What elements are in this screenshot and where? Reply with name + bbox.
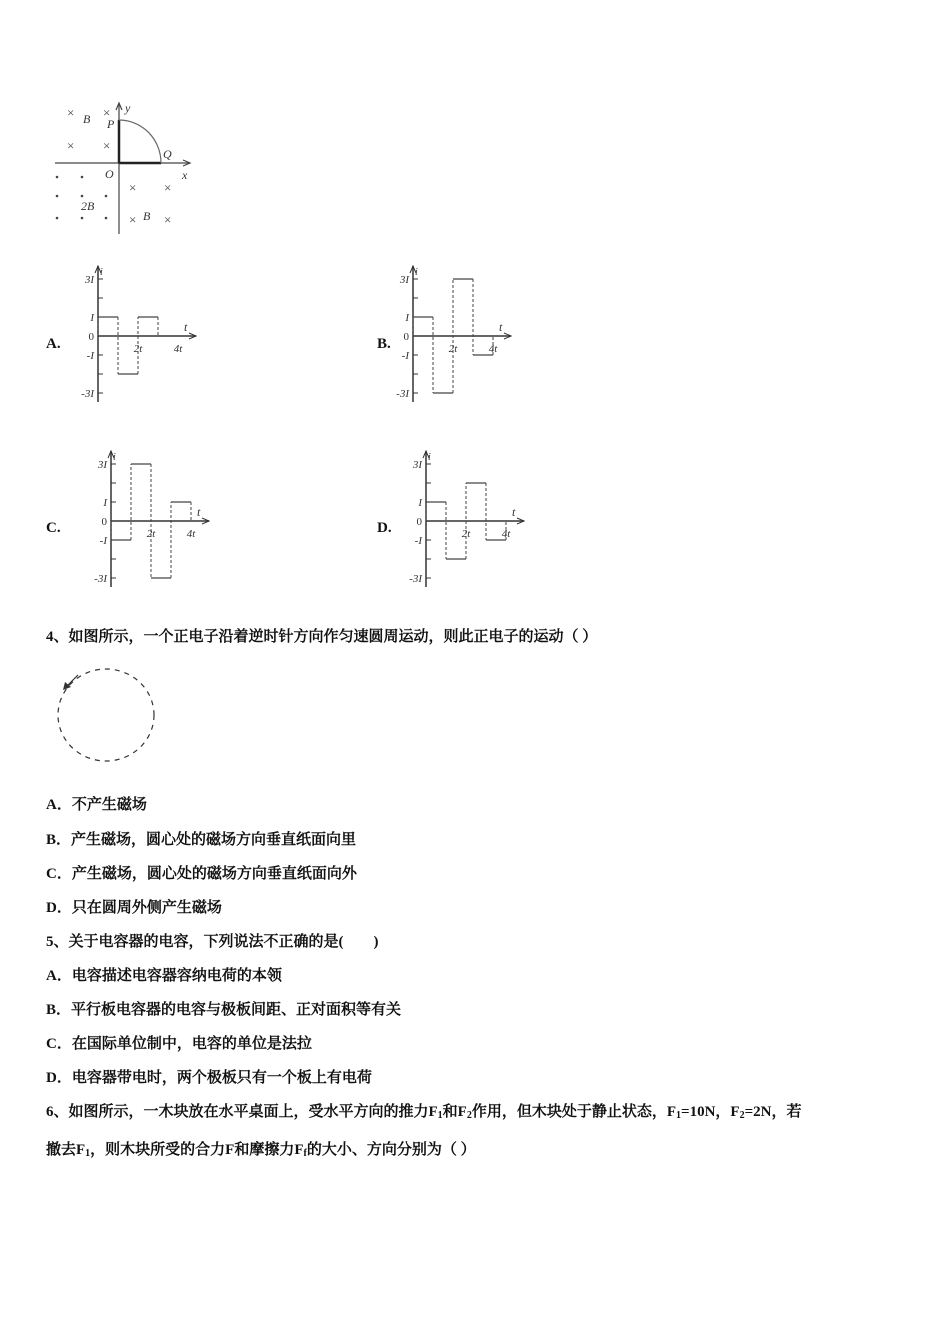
x-tick-label-4t: 4t (501, 528, 511, 540)
label-b-top: B (83, 112, 91, 126)
y-tick-label: 0 (101, 516, 107, 528)
option-b-label: B. (377, 336, 391, 352)
q4-option-c: C．产生磁场，圆心处的磁场方向垂直纸面向外 (46, 866, 357, 882)
option-a-label: A. (46, 336, 61, 352)
x-tick-label-4t: 4t (186, 528, 196, 540)
x-tick-label-4t: 4t (488, 343, 498, 355)
magnetic-field-figure (45, 98, 205, 238)
x-tick-label-4t: 4t (173, 343, 183, 355)
q5-option-c: C．在国际单位制中，电容的单位是法拉 (46, 1036, 312, 1052)
graph-option-a (68, 262, 208, 407)
y-tick-label: 0 (88, 331, 94, 343)
y-axis-label: i (415, 267, 418, 278)
y-tick-label: -3I (409, 573, 422, 585)
x-axis-label: t (197, 505, 201, 519)
y-axis-label: i (100, 267, 103, 278)
y-tick-label: 3I (97, 459, 107, 471)
y-tick-label: 0 (416, 516, 422, 528)
svg-text:×: × (67, 105, 75, 120)
svg-text:×: × (67, 138, 75, 153)
label-o: O (105, 167, 114, 181)
svg-text:×: × (129, 212, 137, 227)
q4-stem: 4、如图所示，一个正电子沿着逆时针方向作匀速圆周运动，则此正电子的运动（ ） (46, 629, 598, 645)
q5-option-b: B．平行板电容器的电容与极板间距、正对面积等有关 (46, 1002, 402, 1018)
label-b-bottom: B (143, 209, 151, 223)
q6-stem-line2: 撤去$F_1$，则木块所受的合力F和摩擦力$F_f$的大小、方向分别为（ ） (46, 1142, 476, 1159)
x-tick-label-2t: 2t (448, 343, 458, 355)
q6-stem-line1: 6、如图所示，一木块放在水平桌面上，受水平方向的推力$F_1$和$F_2$作用，但木块处于静止状态，$F_1=10N$，$F_2=2N$，若 (46, 1104, 802, 1121)
svg-text:×: × (129, 180, 137, 195)
label-x: x (182, 168, 188, 182)
y-tick-label: 0 (403, 331, 409, 343)
x-tick-label-2t: 2t (146, 528, 156, 540)
q4-option-b: B．产生磁场，圆心处的磁场方向垂直纸面向里 (46, 832, 357, 848)
q5-option-a: A．电容描述电容器容纳电荷的本领 (46, 968, 282, 984)
y-axis-label: i (428, 452, 431, 463)
y-axis-label: i (113, 452, 116, 463)
y-tick-label: I (90, 312, 94, 324)
option-d-label: D. (377, 520, 392, 536)
y-tick-label: I (103, 497, 107, 509)
y-tick-label: 3I (84, 274, 94, 286)
y-tick-label: -3I (81, 388, 94, 400)
label-q: Q (163, 147, 172, 161)
graph-option-c (81, 447, 221, 592)
y-tick-label: -3I (94, 573, 107, 585)
label-y: y (125, 101, 131, 115)
graph-option-b (383, 262, 533, 407)
q5-option-d: D．电容器带电时，两个极板只有一个板上有电荷 (46, 1070, 372, 1086)
svg-text:×: × (164, 180, 172, 195)
y-tick-label: 3I (399, 274, 409, 286)
x-axis-label: t (184, 320, 188, 334)
q4-option-d: D．只在圆周外侧产生磁场 (46, 900, 222, 916)
svg-text:×: × (164, 212, 172, 227)
q4-option-a: A．不产生磁场 (46, 797, 147, 813)
y-tick-label: 3I (412, 459, 422, 471)
y-tick-label: I (418, 497, 422, 509)
svg-text:×: × (103, 105, 111, 120)
x-tick-label-2t: 2t (461, 528, 471, 540)
svg-text:×: × (103, 138, 111, 153)
graph-option-d (396, 447, 536, 592)
y-tick-label: I (405, 312, 409, 324)
label-2b: 2B (81, 199, 95, 213)
label-p: P (107, 117, 115, 131)
counterclockwise-arrow-icon (63, 675, 78, 690)
option-c-label: C. (46, 520, 61, 536)
y-tick-label: -I (401, 350, 409, 362)
y-tick-label: -I (86, 350, 94, 362)
x-axis-label: t (499, 320, 503, 334)
x-tick-label-2t: 2t (133, 343, 143, 355)
y-tick-label: -I (414, 535, 422, 547)
q5-stem: 5、关于电容器的电容，下列说法不正确的是( ) (46, 934, 379, 950)
x-axis-label: t (512, 505, 516, 519)
circle-orbit-figure (50, 663, 160, 767)
y-tick-label: -3I (396, 388, 409, 400)
y-tick-label: -I (99, 535, 107, 547)
